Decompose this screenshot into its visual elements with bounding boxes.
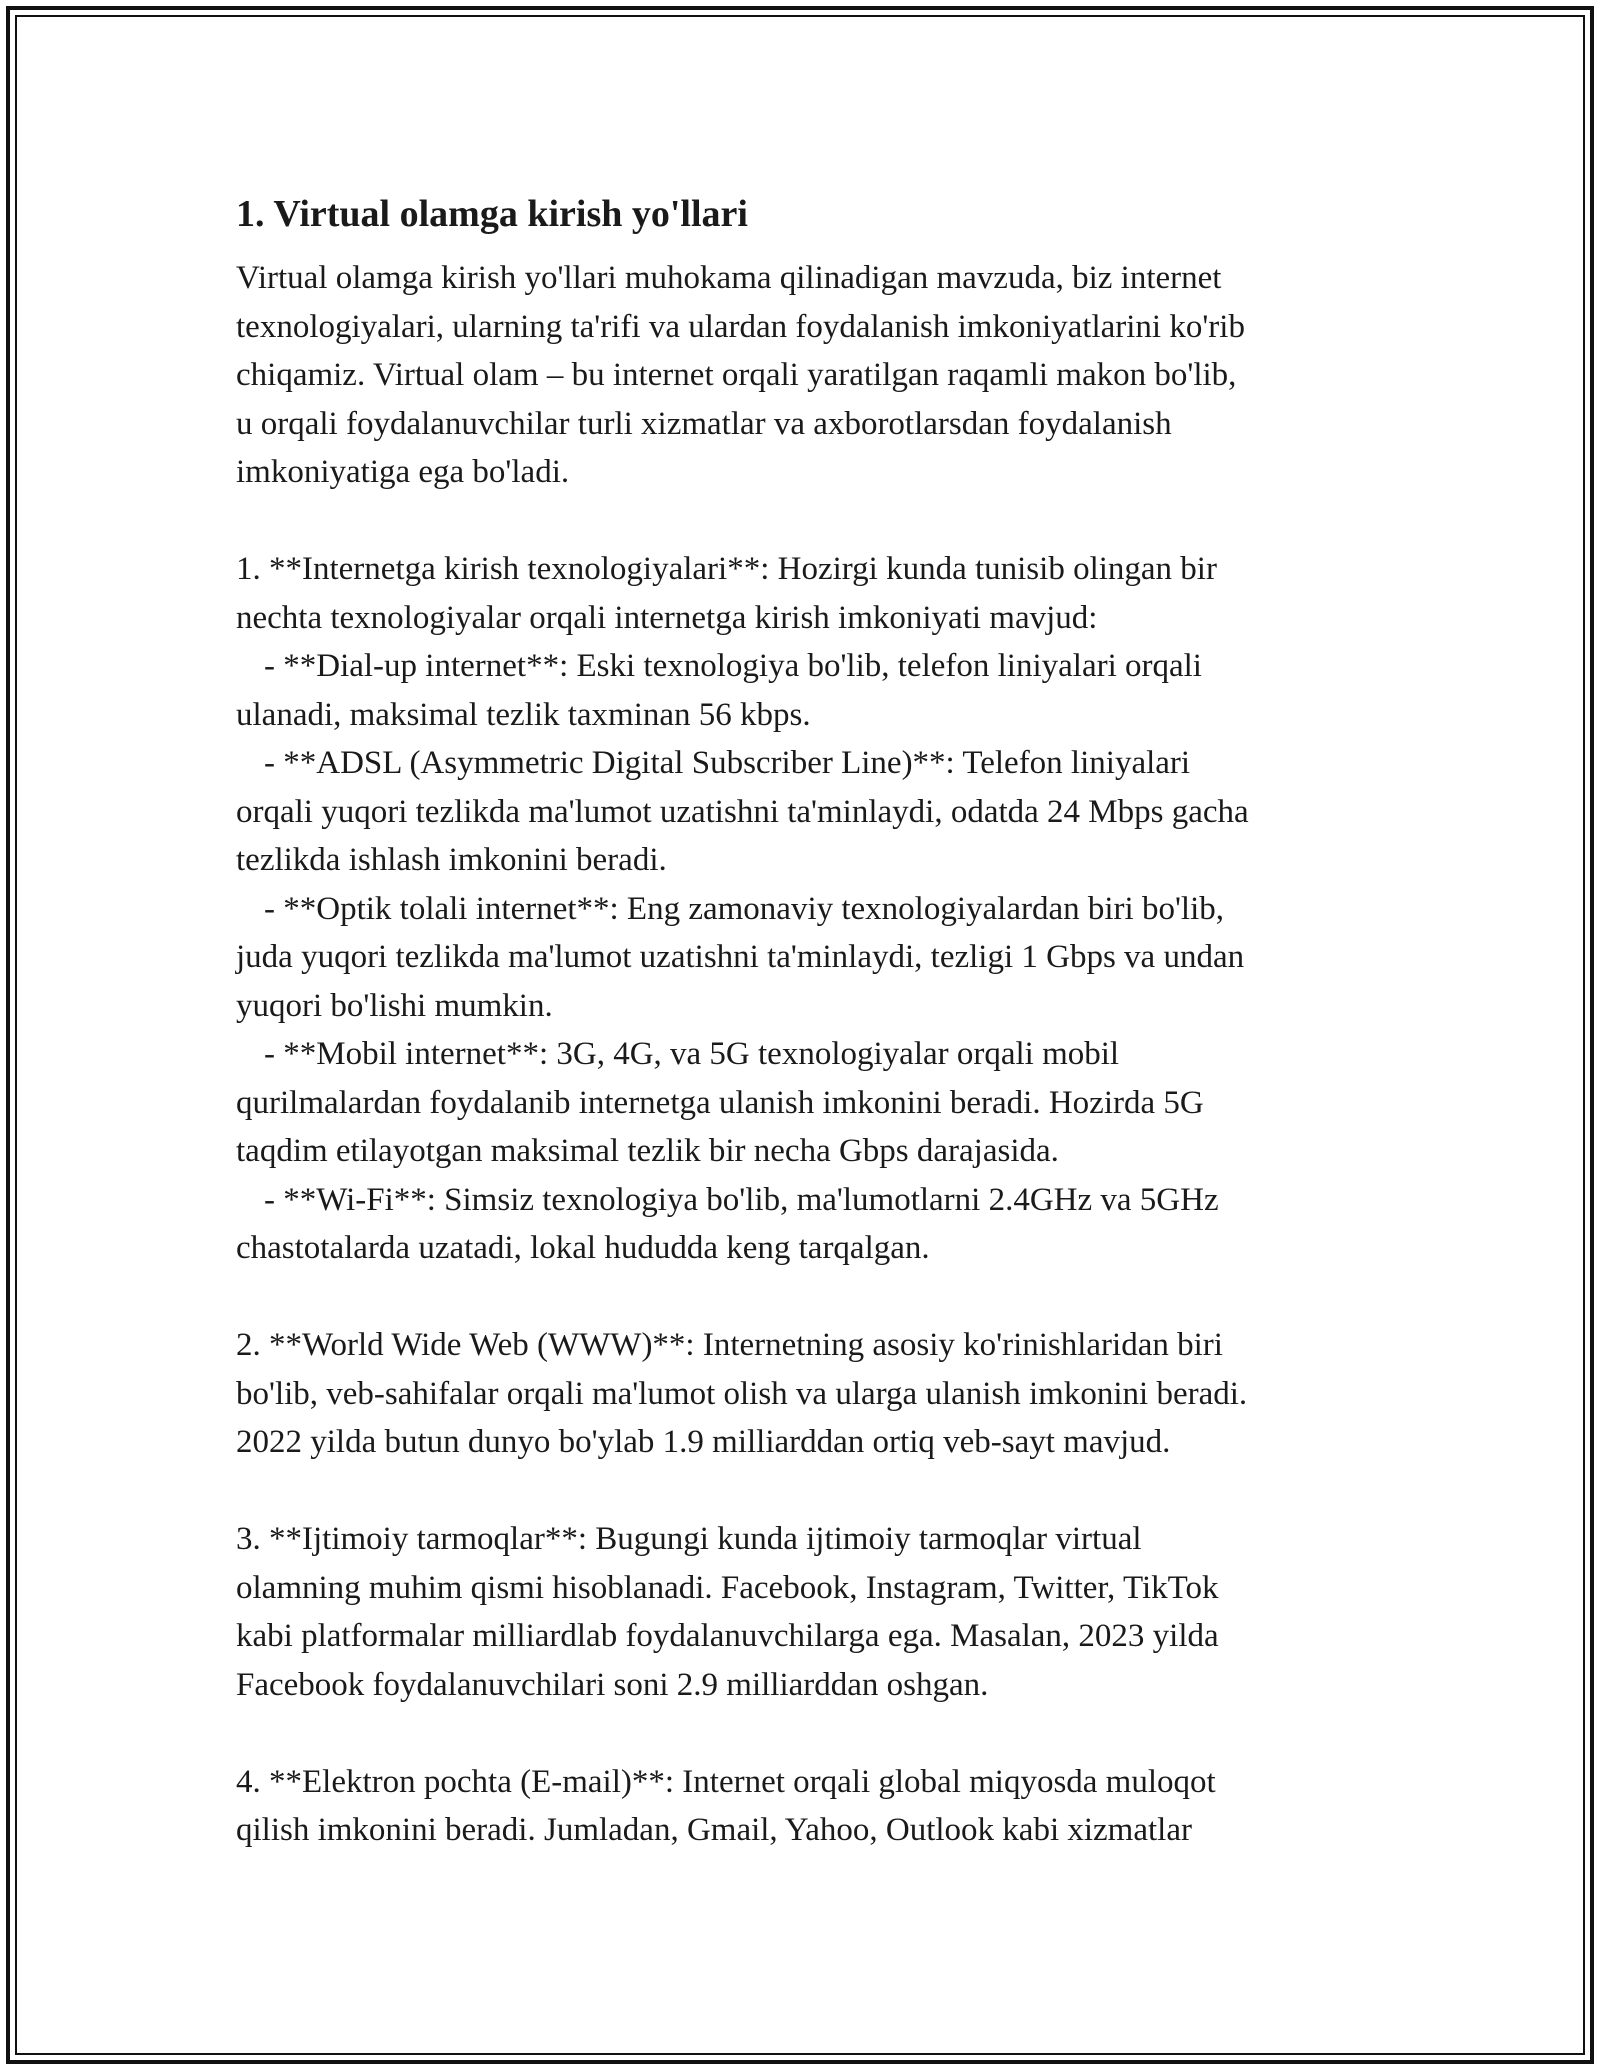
bullet-text: - **ADSL (Asymmetric Digital Subscriber Line)**: Telefon liniyalari (264, 745, 1191, 781)
text-line: yuqori bo'lishi mumkin. (236, 987, 553, 1024)
bullet-line (236, 885, 1366, 934)
bullet-text: - **Mobil internet**: 3G, 4G, va 5G texnologiyalar orqali mobil (264, 1036, 1120, 1072)
text-line: orqali yuqori tezlikda ma'lumot uzatishni ta'minlaydi, odatda 24 Mbps gacha (236, 793, 1249, 830)
document-title: 1. Virtual olamga kirish yo'llari (236, 193, 748, 235)
text-line: ulanadi, maksimal tezlik taxminan 56 kbps. (236, 696, 811, 733)
text-line: 3. **Ijtimoiy tarmoqlar**: Bugungi kunda ijtimoiy tarmoqlar virtual (236, 1521, 1142, 1557)
text-line: imkoniyatiga ega bo'ladi. (236, 454, 570, 490)
text-line: bo'lib, veb-sahifalar orqali ma'lumot olish va ularga ulanish imkonini beradi. (236, 1375, 1248, 1412)
text-line: qurilmalardan foydalanib internetga ulanish imkonini beradi. Hozirda 5G (236, 1084, 1204, 1121)
bullet-line (236, 1176, 1366, 1225)
text-line: Virtual olamga kirish yo'llari muhokama qilinadigan mavzuda, biz internet (236, 260, 1222, 296)
section-social-networks (236, 1515, 1366, 1709)
text-line: kabi platformalar milliardlab foydalanuvchilarga ega. Masalan, 2023 yilda (236, 1618, 1219, 1654)
text-line: u orqali foydalanuvchilar turli xizmatlar va axborotlarsdan foydalanish (236, 405, 1172, 442)
text-line: taqdim etilayotgan maksimal tezlik bir necha Gbps darajasida. (236, 1133, 1059, 1169)
text-line: qilish imkonini beradi. Jumladan, Gmail, Yahoo, Outlook kabi xizmatlar (236, 1812, 1192, 1848)
document-body (236, 188, 1366, 1903)
text-line: chiqamiz. Virtual olam – bu internet orqali yaratilgan raqamli makon bo'lib, (236, 357, 1237, 393)
text-line: tezlikda ishlash imkonini beradi. (236, 842, 667, 878)
section-www (236, 1321, 1366, 1467)
text-line: olamning muhim qismi hisoblanadi. Facebook, Instagram, Twitter, TikTok (236, 1569, 1219, 1606)
text-line: juda yuqori tezlikda ma'lumot uzatishni ta'minlaydi, tezligi 1 Gbps va undan (236, 939, 1245, 975)
text-line: texnologiyalari, ularning ta'rifi va ulardan foydalanish imkoniyatlarini ko'rib (236, 308, 1245, 345)
section-internet-access (236, 545, 1366, 1273)
text-line: 2. **World Wide Web (WWW)**: Internetning asosiy ko'rinishlaridan biri (236, 1327, 1223, 1363)
intro-paragraph (236, 254, 1366, 497)
text-line: 4. **Elektron pochta (E-mail)**: Internet orqali global miqyosda muloqot (236, 1763, 1216, 1800)
bullet-line (236, 1030, 1366, 1079)
bullet-text: - **Dial-up internet**: Eski texnologiya bo'lib, telefon liniyalari orqali (264, 648, 1202, 684)
text-line: nechta texnologiyalar orqali internetga kirish imkoniyati mavjud: (236, 599, 1098, 636)
bullet-text: - **Optik tolali internet**: Eng zamonaviy texnologiyalardan biri bo'lib, (264, 890, 1224, 927)
text-line: Facebook foydalanuvchilari soni 2.9 milliarddan oshgan. (236, 1666, 989, 1703)
section-email (236, 1758, 1366, 1855)
bullet-line (236, 642, 1366, 691)
text-line: 2022 yilda butun dunyo bo'ylab 1.9 milliarddan ortiq veb-sayt mavjud. (236, 1424, 1171, 1460)
bullet-text: - **Wi-Fi**: Simsiz texnologiya bo'lib, ma'lumotlarni 2.4GHz va 5GHz (264, 1181, 1219, 1218)
bullet-line (236, 739, 1366, 788)
text-line: 1. **Internetga kirish texnologiyalari**: Hozirgi kunda tunisib olingan bir (236, 551, 1217, 587)
text-line: chastotalarda uzatadi, lokal hududda keng tarqalgan. (236, 1230, 930, 1266)
